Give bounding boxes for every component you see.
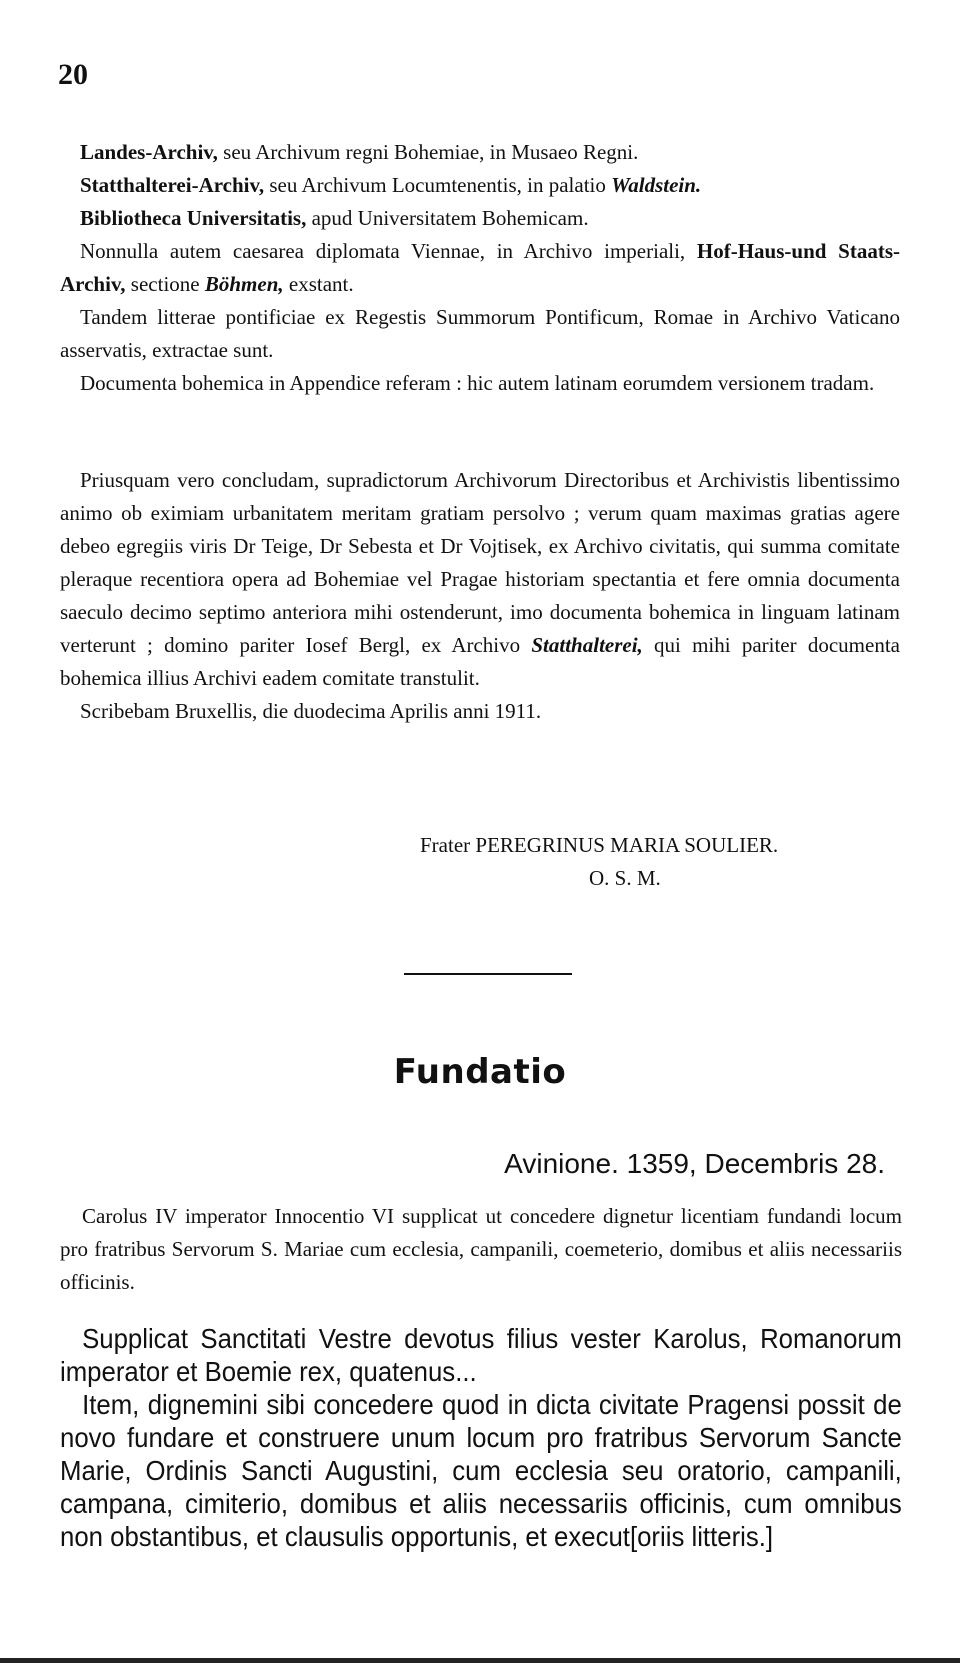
- section-heading: Fundatio: [393, 1052, 567, 1092]
- archive-location: Waldstein.: [611, 173, 702, 197]
- text-run: qui mihi pariter documenta bohemica illius Archivi eadem comitate transtulit.: [60, 633, 900, 690]
- archives-list: [60, 136, 900, 400]
- thanks-paragraph: [60, 464, 900, 695]
- archive-italic: Statthalterei,: [531, 633, 643, 657]
- text-run: sectione: [125, 272, 205, 296]
- text-run: Priusquam vero concludam, supradictorum Archivorum Directoribus et Archivistis libentissimo animo ob eximiam urbanitatem meritam gratiam persolvo ; verum quam maximas gratias agere debeo egregiis viris Dr Teige, Dr Sebesta et Dr Vojtisek, ex Archivo civitatis, qui summa comitate pleraque recentiora opera ad Bohemiae vel Pragae historiam spectantia et fere omnia documenta saeculo decimo septimo anteriora mihi ostenderunt, imo documenta bohemica in linguam latinam verterunt ; domino pariter Iosef Bergl, ex Archivo: [60, 468, 900, 657]
- archive-entry: Tandem litterae pontificiae ex Regestis Summorum Pontificum, Romae in Archivo Vaticano asservatis, extractae sunt.: [60, 305, 900, 362]
- signature-name: Frater PEREGRINUS MARIA SOULIER.: [420, 833, 779, 857]
- section-name: Böhmen,: [204, 272, 284, 296]
- archive-entry: Documenta bohemica in Appendice referam : hic autem latinam eorumdem versionem tradam.: [80, 371, 875, 395]
- acknowledgements: [60, 464, 900, 728]
- archive-entry: [60, 235, 900, 301]
- page-bottom-edge: [0, 1658, 960, 1663]
- summary-text: Carolus IV imperator Innocentio VI supplicat ut concedere dignetur licentiam fundandi locum pro fratribus Servorum S. Mariae cum ecclesia, campanili, coemeterio, domibus et aliis necessariis officinis.: [60, 1204, 902, 1294]
- archive-desc: seu Archivum Locumtenentis, in palatio: [264, 173, 612, 197]
- text-run: Nonnulla autem caesarea diplomata Viennae, in Archivo imperiali,: [80, 239, 697, 263]
- section-divider: [404, 973, 572, 975]
- text-run: exstant.: [283, 272, 354, 296]
- archive-entry: [60, 202, 900, 235]
- document-summary: [60, 1200, 902, 1299]
- closing-line: Scribebam Bruxellis, die duodecima Aprilis anni 1911.: [80, 699, 542, 723]
- document-paragraph: Item, dignemini sibi concedere quod in dicta civitate Pragensi possit de novo fundare et construere unum locum pro fratribus Servorum Sancte Marie, Ordinis Sancti Augustini, cum ecclesia seu oratorio, campanili, campana, cimiterio, domibus et aliis necessariis officinis, cum omnibus non obstantibus, et clausulis opportunis, et execut[oriis litteris.]: [60, 1389, 902, 1552]
- archive-desc: apud Universitatem Bohemicam.: [306, 206, 589, 230]
- archive-name: Hof-Haus-und Staats-Archiv,: [60, 239, 900, 296]
- archive-desc: seu Archivum regni Bohemiae, in Musaeo Regni.: [217, 140, 639, 164]
- archive-name: Statthalterei-Archiv,: [80, 173, 265, 197]
- page-number: 20: [58, 58, 88, 91]
- archive-entry: [60, 136, 900, 169]
- document-text: [60, 1322, 902, 1553]
- dateline: Avinione. 1359, Decembris 28.: [504, 1148, 885, 1179]
- archive-name: Bibliotheca Universitatis,: [80, 206, 307, 230]
- archive-name: Landes-Archiv,: [80, 140, 218, 164]
- document-paragraph: Supplicat Sanctitati Vestre devotus filius vester Karolus, Romanorum imperator et Boemie rex, quatenus...: [60, 1323, 902, 1387]
- signature-order: O. S. M.: [589, 866, 661, 890]
- archive-entry: [60, 169, 900, 202]
